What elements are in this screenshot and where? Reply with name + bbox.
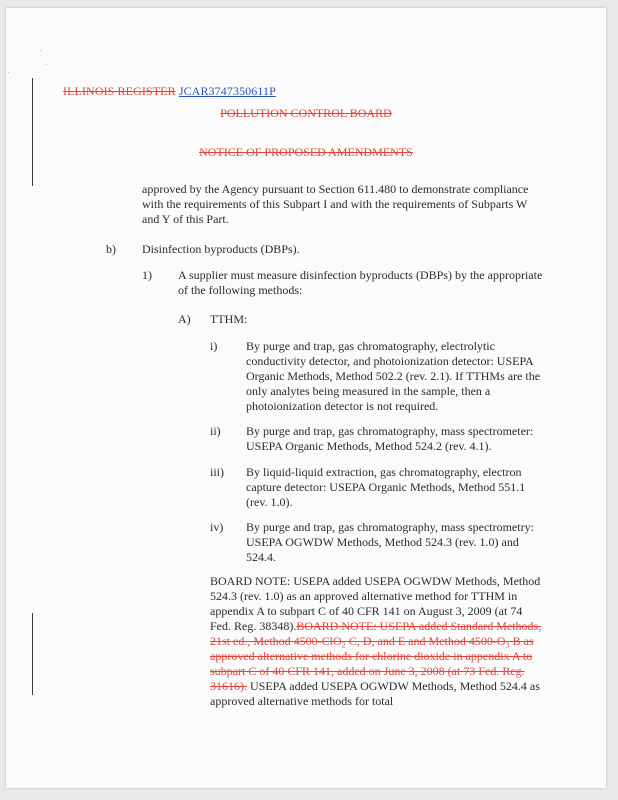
scan-speck [40, 50, 41, 51]
revision-bar [32, 78, 33, 186]
revision-bar [32, 613, 33, 695]
method-text: By liquid-liquid extraction, gas chromatography, electron capture detector: USEPA Organic Methods, Method 551.1 (rev. 1.0). [246, 465, 526, 509]
scan-speck [46, 64, 47, 65]
section-b-label: b) [106, 242, 116, 256]
board-note [210, 574, 544, 709]
board-note-kept-end: USEPA added USEPA OGWDW Methods, Method 524.4 as approved alternative methods for total [210, 679, 540, 708]
intro-paragraph: approved by the Agency pursuant to Section 611.480 to demonstrate compliance with the requirements of this Subpart I and with the requirements of Subparts W and Y of this Part. [142, 182, 529, 226]
agency-heading: POLLUTION CONTROL BOARD [220, 106, 392, 120]
scan-speck [8, 72, 9, 73]
board-note-kept-start: BOARD NOTE: USEPA added USEPA OGWDW Methods, Method 524.3 (rev. 1.0) as an approved alternative method for TTHM in appendix A to subpart C of 40 CFR 141 on August 3, 2009 (at 74 Fed. Reg. 38348). [210, 574, 541, 633]
register-inserted: JCAR3747350611P [178, 84, 276, 98]
method-label: ii) [210, 424, 221, 438]
method-label: i) [210, 339, 218, 353]
register-header [63, 84, 276, 99]
item-A-text: TTHM: [210, 312, 248, 326]
notice-heading: NOTICE OF PROPOSED AMENDMENTS [199, 145, 413, 159]
method-label: iii) [210, 465, 224, 479]
document-page [6, 8, 606, 788]
board-note-struck: BOARD NOTE: USEPA added Standard Methods, 21st ed., Method 4500-ClO₂ C, D, and E and Method 4500-O₃ B as approved alternative methods for chlorine dioxide in appendix A to subpart C of 40 CFR 141, added on June 3, 2008 (at 73 Fed. Reg. 31616). [210, 619, 542, 693]
item-1-text: A supplier must measure disinfection byproducts (DBPs) by the appropriate of the following methods: [178, 268, 543, 297]
section-b-text: Disinfection byproducts (DBPs). [142, 242, 300, 256]
item-A-label: A) [178, 312, 191, 326]
item-1-label: 1) [142, 268, 152, 282]
method-text: By purge and trap, gas chromatography, electrolytic conductivity detector, and photoionization detector: USEPA Organic Methods, Method 502.2 (rev. 2.1). If TTHMs are the only analytes being measured in the sample, then a photoionization detector is not required. [246, 339, 541, 413]
method-text: By purge and trap, gas chromatography, mass spectrometer: USEPA Organic Methods, Method 524.2 (rev. 4.1). [246, 424, 534, 453]
register-struck: ILLINOIS REGISTER [63, 84, 176, 98]
method-text: By purge and trap, gas chromatography, mass spectrometry: USEPA OGWDW Methods, Method 524.3 (rev. 1.0) and 524.4. [246, 520, 534, 564]
method-label: iv) [210, 520, 224, 534]
